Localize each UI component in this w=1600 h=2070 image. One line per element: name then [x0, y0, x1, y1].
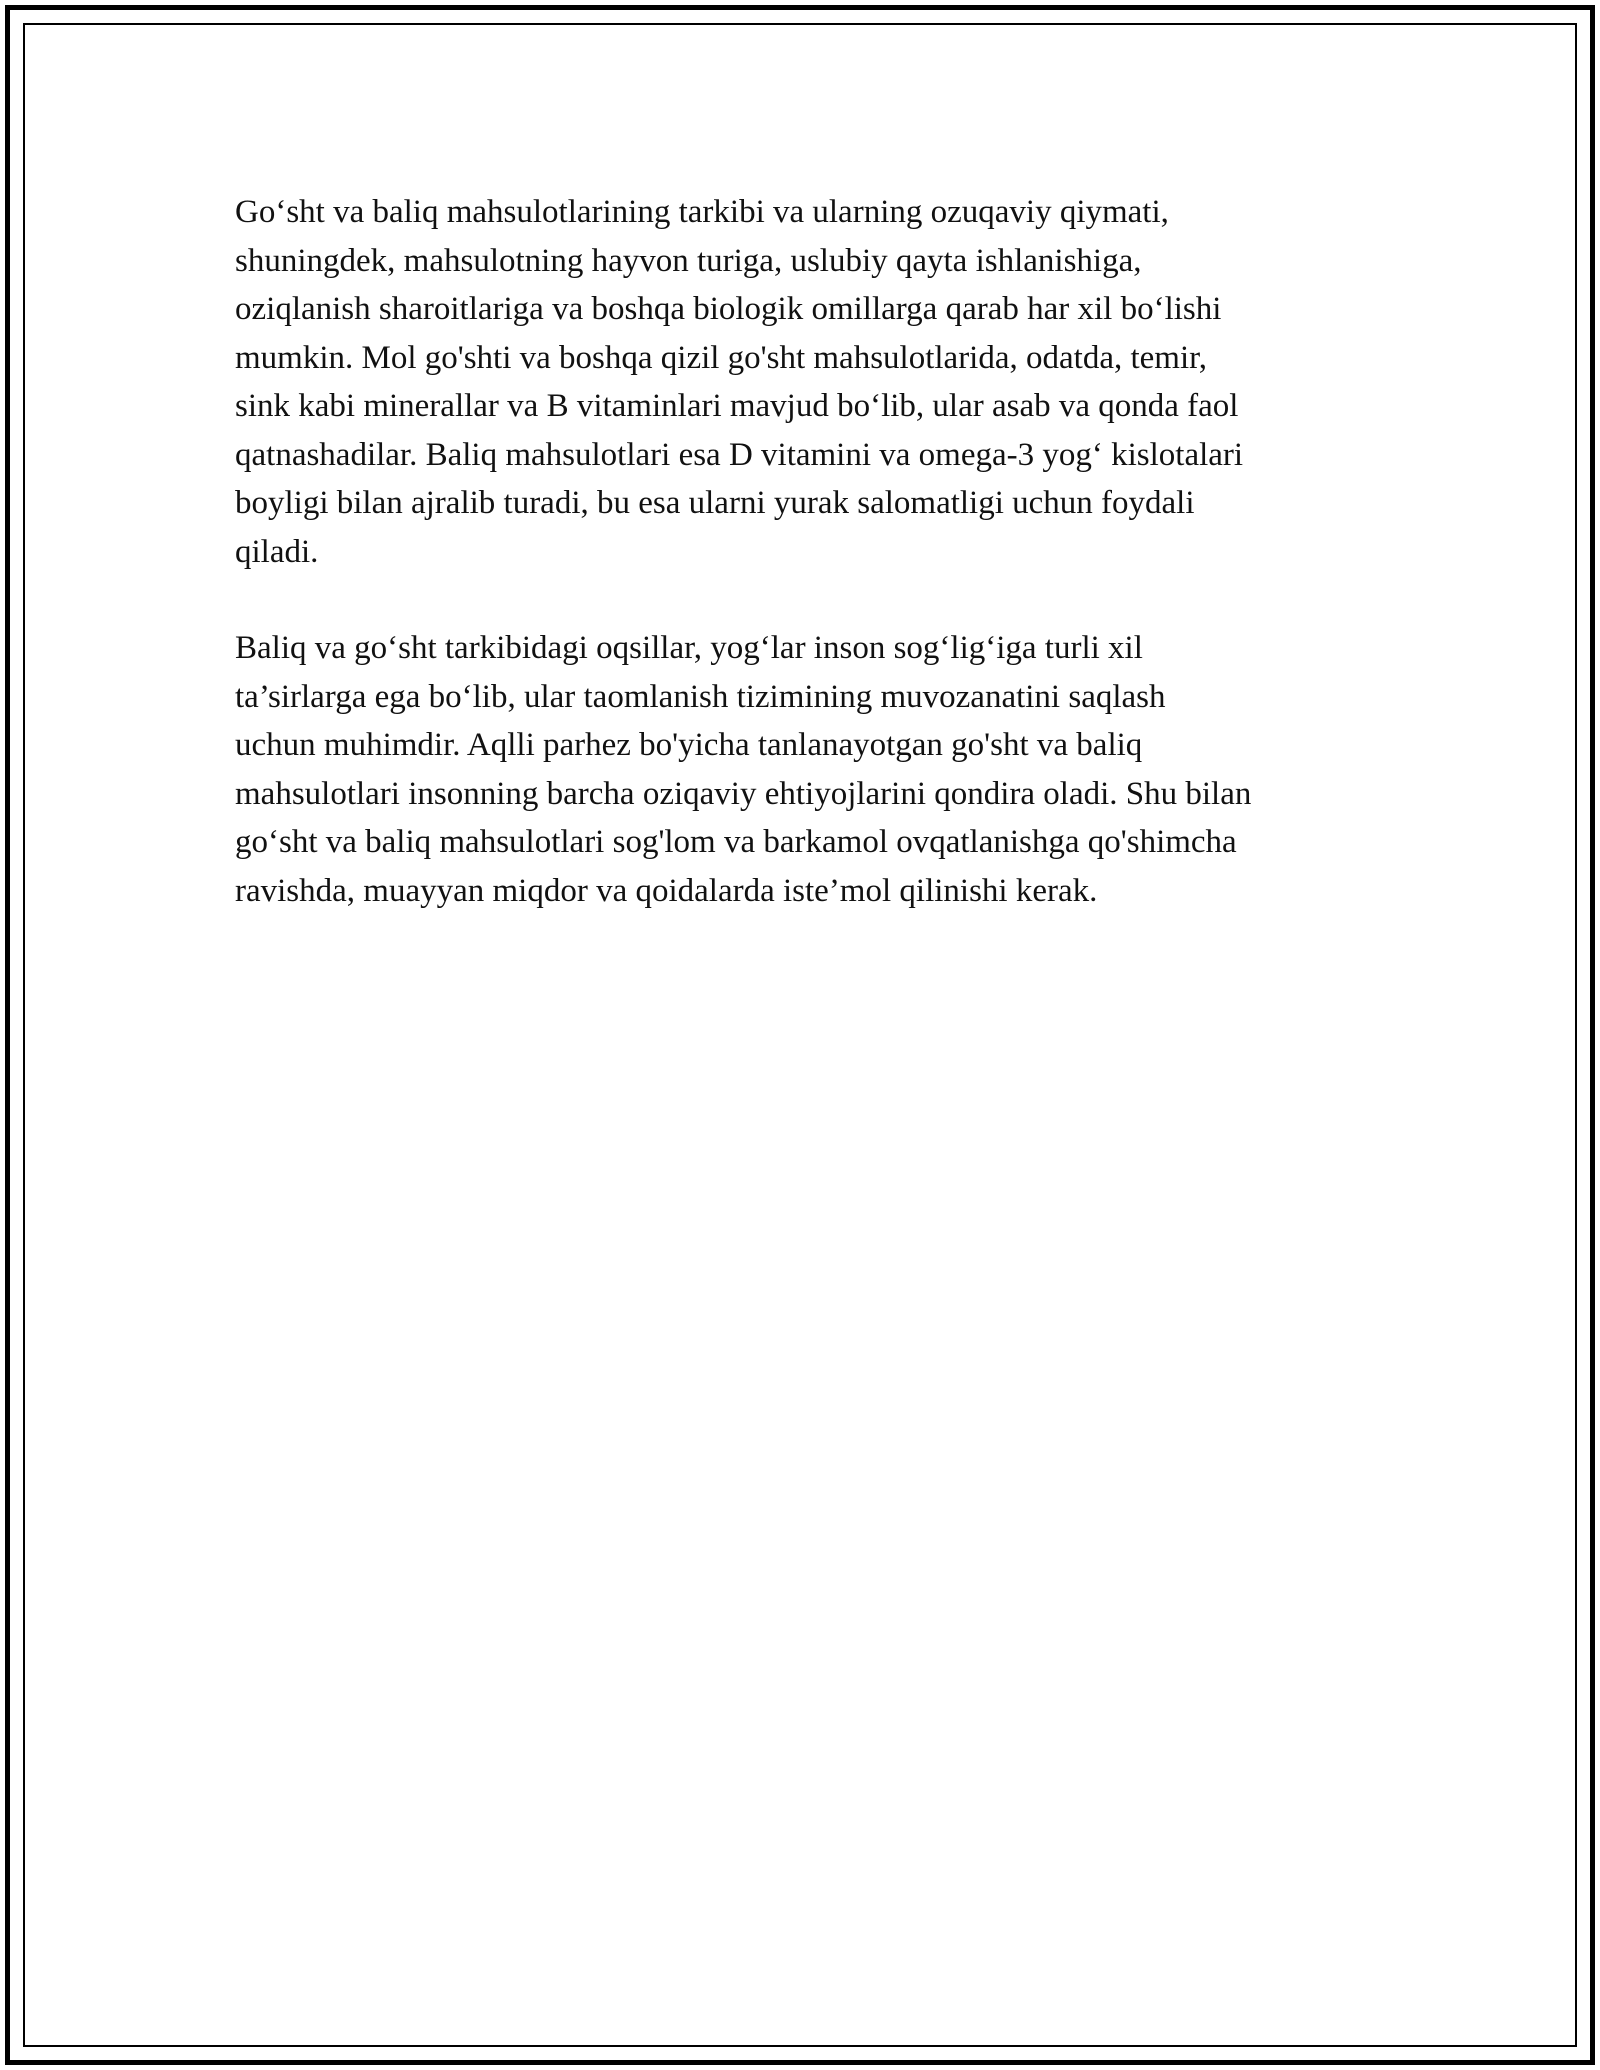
paragraph-line: sink kabi minerallar va B vitaminlari mavjud bo‘lib, ular asab va qonda faol — [235, 388, 1239, 424]
paragraph-line: ta’sirlarga ega bo‘lib, ular taomlanish tizimining muvozanatini saqlash — [235, 678, 1166, 715]
paragraph-line: boyligi bilan ajralib turadi, bu esa ularni yurak salomatligi uchun foydali — [235, 485, 1195, 521]
paragraph-line: qatnashadilar. Baliq mahsulotlari esa D vitamini va omega-3 yog‘ kislotalari — [235, 436, 1244, 473]
paragraph-line: ravishda, muayyan miqdor va qoidalarda iste’mol qilinishi kerak. — [235, 872, 1098, 909]
paragraph-2 — [235, 624, 1370, 915]
paragraph-line: mumkin. Mol go'shti va boshqa qizil go'sht mahsulotlarida, odatda, temir, — [235, 339, 1208, 376]
paragraph-line: mahsulotlari insonning barcha oziqaviy ehtiyojlarini qondira oladi. Shu bilan — [235, 775, 1252, 812]
paragraph-line: Go‘sht va baliq mahsulotlarining tarkibi va ularning ozuqaviy qiymati, — [235, 194, 1169, 230]
paragraph-line: Baliq va go‘sht tarkibidagi oqsillar, yog‘lar inson sog‘lig‘iga turli xil — [235, 630, 1143, 666]
paragraph-line: shuningdek, mahsulotning hayvon turiga, uslubiy qayta ishlanishiga, — [235, 242, 1142, 279]
paragraph-line: go‘sht va baliq mahsulotlari sog'lom va barkamol ovqatlanishga qo'shimcha — [235, 824, 1237, 860]
paragraph-1 — [235, 188, 1370, 576]
paragraph-line: qiladi. — [235, 533, 319, 570]
document-body — [235, 188, 1370, 963]
paragraph-line: oziqlanish sharoitlariga va boshqa biologik omillarga qarab har xil bo‘lishi — [235, 291, 1222, 327]
paragraph-line: uchun muhimdir. Aqlli parhez bo'yicha tanlanayotgan go'sht va baliq — [235, 727, 1143, 763]
